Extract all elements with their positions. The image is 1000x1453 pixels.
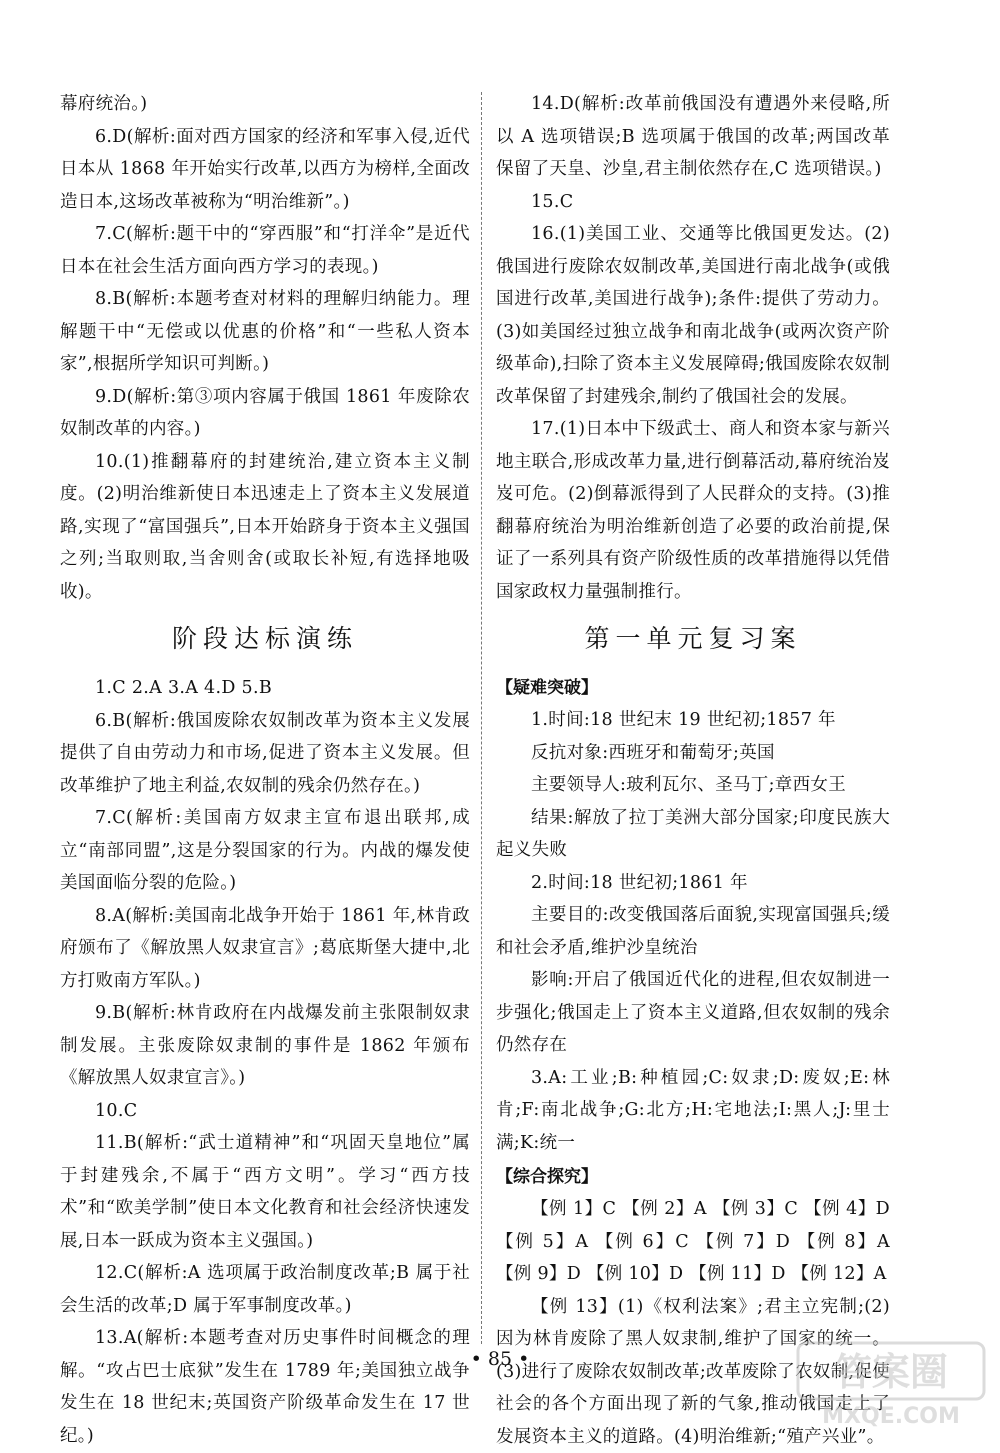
answer-paragraph: 影响:开启了俄国近代化的进程,但农奴制进一步强化;俄国走上了资本主义道路,但农奴制的残余仍然存在 <box>496 964 890 1062</box>
answer-paragraph: 【例 1】C 【例 2】A 【例 3】C 【例 4】D 【例 5】A 【例 6】C 【例 7】D 【例 8】A 【例 9】D 【例 10】D 【例 11】D 【例 12】A <box>496 1193 890 1291</box>
section-heading: 阶段达标演练 <box>60 621 470 657</box>
answer-paragraph: 1.C 2.A 3.A 4.D 5.B <box>60 672 470 705</box>
answer-paragraph: 15.C <box>496 186 890 219</box>
answer-paragraph: 6.D(解析:面对西方国家的经济和军事入侵,近代日本从 1868 年开始实行改革,以西方为榜样,全面改造日本,这场改革被称为“明治维新”。) <box>60 121 470 219</box>
answer-paragraph: 7.C(解析:题干中的“穿西服”和“打洋伞”是近代日本在社会生活方面向西方学习的表现。) <box>60 218 470 283</box>
answer-paragraph: 16.(1)美国工业、交通等比俄国更发达。(2)俄国进行废除农奴制改革,美国进行南北战争(或俄国进行改革,美国进行战争);条件:提供了劳动力。(3)如美国经过独立战争和南北战争(或两次资产阶级革命),扫除了资本主义发展障碍;俄国废除农奴制改革保留了封建残余,制约了俄国社会的发展。 <box>496 218 890 413</box>
answer-paragraph: 9.B(解析:林肯政府在内战爆发前主张限制奴隶制发展。主张废除奴隶制的事件是 1862 年颁布《解放黑人奴隶宣言》。) <box>60 997 470 1095</box>
svg-text:答案圈: 答案圈 <box>834 1350 948 1394</box>
answer-paragraph: 幕府统治。) <box>60 88 470 121</box>
section-heading: 第一单元复习案 <box>496 621 890 657</box>
answer-paragraph: 13.A(解析:本题考查对历史事件时间概念的理解。“攻占巴士底狱”发生在 1789 年;美国独立战争发生在 18 世纪末;英国资产阶级革命发生在 17 世纪。) <box>60 1322 470 1452</box>
answer-paragraph: 结果:解放了拉丁美洲大部分国家;印度民族大起义失败 <box>496 802 890 867</box>
answer-paragraph: 6.B(解析:俄国废除农奴制改革为资本主义发展提供了自由劳动力和市场,促进了资本主义发展。但改革维护了地主利益,农奴制的残余仍然存在。) <box>60 705 470 803</box>
section-label: 【综合探究】 <box>496 1161 890 1193</box>
answer-paragraph: 8.B(解析:本题考查对材料的理解归纳能力。理解题干中“无偿或以优惠的价格”和“一些私人资本家”,根据所学知识可判断。) <box>60 283 470 381</box>
page-number: • 85 • <box>0 1345 1000 1373</box>
svg-text:MXQE.COM: MXQE.COM <box>822 1404 960 1429</box>
answer-paragraph: 【例 13】(1)《权利法案》;君主立宪制;(2)因为林肯废除了黑人奴隶制,维护了国家的统一。(3)进行了废除农奴制改革;改革废除了农奴制,促使社会的各个方面出现了新的气象,推动俄国走上了发展资本主义的道路。(4)明治维新;“殖产兴业”。 <box>496 1291 890 1453</box>
watermark-logo-icon <box>796 1339 986 1429</box>
answer-paragraph: 主要领导人:玻利瓦尔、圣马丁;章西女王 <box>496 769 890 802</box>
answer-paragraph: 8.A(解析:美国南北战争开始于 1861 年,林肯政府颁布了《解放黑人奴隶宣言》;葛底斯堡大捷中,北方打败南方军队。) <box>60 900 470 998</box>
answer-paragraph: 10.(1)推翻幕府的封建统治,建立资本主义制度。(2)明治维新使日本迅速走上了资本主义发展道路,实现了“富国强兵”,日本开始跻身于资本主义强国之列;当取则取,当舍则舍(或取长补短,有选择地吸收)。 <box>60 446 470 609</box>
answer-paragraph: 反抗对象:西班牙和葡萄牙;英国 <box>496 737 890 770</box>
left-column <box>60 88 470 1452</box>
answer-paragraph: 3.A:工业;B:种植园;C:奴隶;D:废奴;E:林肯;F:南北战争;G:北方;H:宅地法;I:黑人;J:里士满;K:统一 <box>496 1062 890 1160</box>
answer-paragraph: 主要目的:改变俄国落后面貌,实现富国强兵;缓和社会矛盾,维护沙皇统治 <box>496 899 890 964</box>
answer-paragraph: 2.时间:18 世纪初;1861 年 <box>496 867 890 900</box>
answer-paragraph: 11.B(解析:“武士道精神”和“巩固天皇地位”属于封建残余,不属于“西方文明”。学习“西方技术”和“欧美学制”使日本文化教育和社会经济快速发展,日本一跃成为资本主义强国。) <box>60 1127 470 1257</box>
answer-paragraph: 12.C(解析:A 选项属于政治制度改革;B 属于社会生活的改革;D 属于军事制度改革。) <box>60 1257 470 1322</box>
column-divider <box>481 92 482 1344</box>
answer-paragraph: 14.D(解析:改革前俄国没有遭遇外来侵略,所以 A 选项错误;B 选项属于俄国的改革;两国改革保留了天皇、沙皇,君主制依然存在,C 选项错误。) <box>496 88 890 186</box>
section-label: 【疑难突破】 <box>496 672 890 704</box>
answer-paragraph: 10.C <box>60 1095 470 1128</box>
answer-paragraph: 1.时间:18 世纪末 19 世纪初;1857 年 <box>496 704 890 737</box>
answer-paragraph: 9.D(解析:第③项内容属于俄国 1861 年废除农奴制改革的内容。) <box>60 381 470 446</box>
answer-paragraph: 7.C(解析:美国南方奴隶主宣布退出联邦,成立“南部同盟”,这是分裂国家的行为。内战的爆发使美国面临分裂的危险。) <box>60 802 470 900</box>
right-column <box>496 88 890 1453</box>
answer-paragraph: 17.(1)日本中下级武士、商人和资本家与新兴地主联合,形成改革力量,进行倒幕活动,幕府统治岌岌可危。(2)倒幕派得到了人民群众的支持。(3)推翻幕府统治为明治维新创造了必要的政治前提,保证了一系列具有资产阶级性质的改革措施得以凭借国家政权力量强制推行。 <box>496 413 890 608</box>
